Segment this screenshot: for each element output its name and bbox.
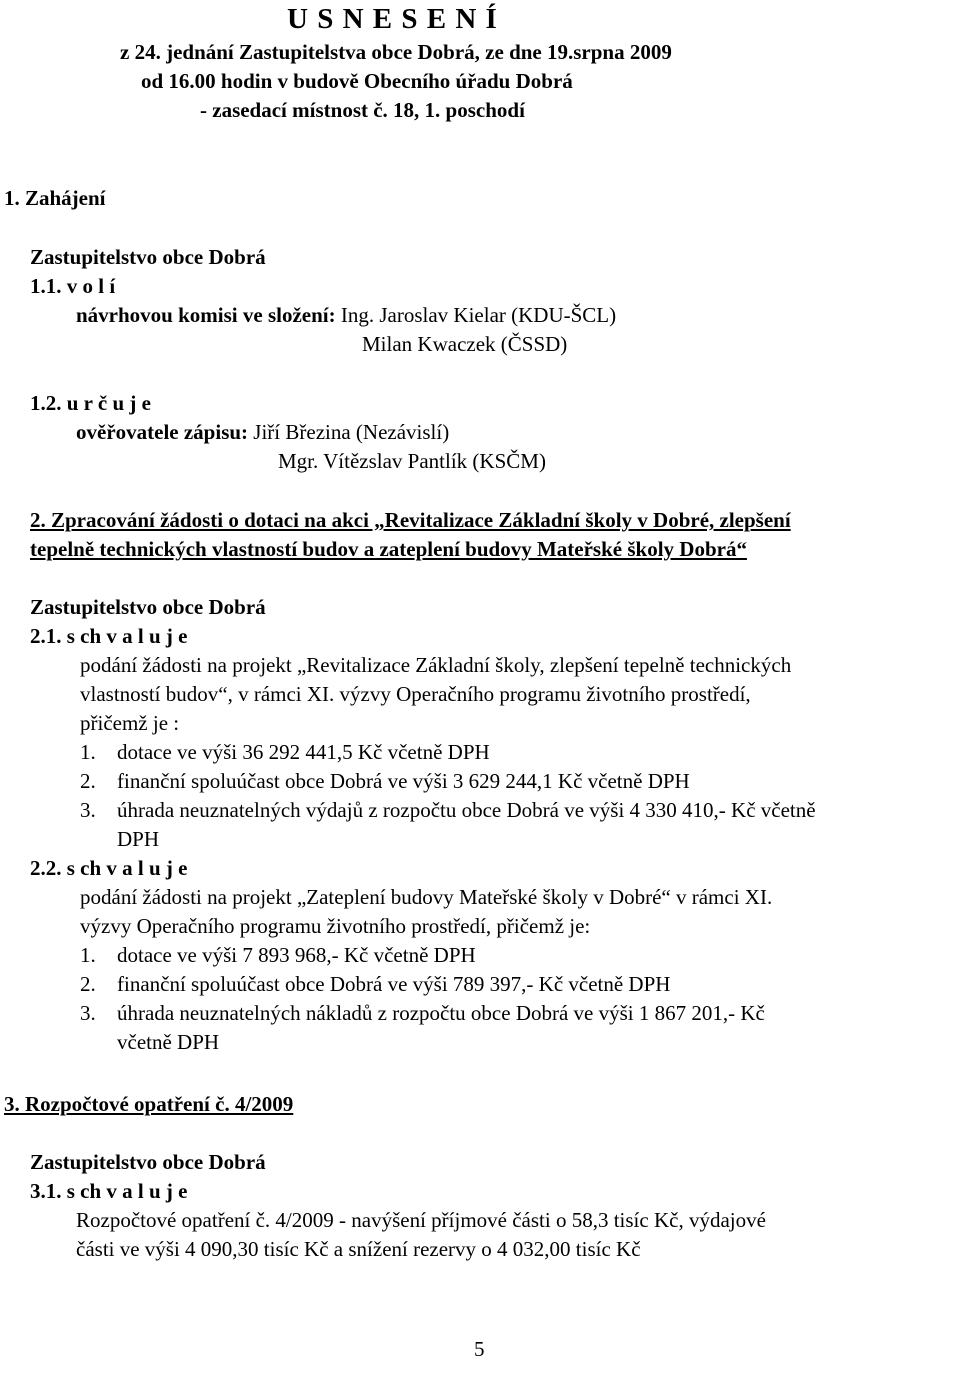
list-item-continuation: včetně DPH (117, 1030, 220, 1054)
resolution-2-1-text-line-1: podání žádosti na projekt „Revitalizace Základní školy, zlepšení tepelně technických (80, 653, 792, 677)
verifier-2: Mgr. Vítězslav Pantlík (KSČM) (278, 449, 546, 473)
section-2-heading-line-2: tepelně technických vlastností budov a zateplení budovy Mateřské školy Dobrá“ (30, 537, 747, 561)
resolution-verb: s ch v a l u j e (66, 856, 188, 880)
list-item-number: 3. (80, 798, 96, 822)
section-2-heading-line-1: 2. Zpracování žádosti o dotaci na akci „Revitalizace Základní školy v Dobré, zlepšení (30, 508, 791, 532)
resolution-number: 2.2. (30, 856, 62, 880)
resolution-2-1-text-line-3: přičemž je : (80, 711, 180, 735)
list-item-continuation: DPH (117, 827, 160, 851)
resolution-2-1-text-line-2: vlastností budov“, v rámci XI. výzvy Operačního programu životního prostředí, (80, 682, 751, 706)
list-item (80, 767, 690, 796)
section-1-heading: 1. Zahájení (4, 186, 106, 210)
resolution-3-1-text-line-1: Rozpočtové opatření č. 4/2009 - navýšení příjmové části o 58,3 tisíc Kč, výdajové (76, 1208, 766, 1232)
resolution-verb: v o l í (66, 274, 116, 298)
list-item (80, 796, 816, 825)
list-item-text: úhrada neuznatelných nákladů z rozpočtu obce Dobrá ve výši 1 867 201,- Kč (117, 1001, 765, 1025)
verifier-1: Jiří Březina (Nezávislí) (253, 420, 450, 444)
meeting-info-line-1: z 24. jednání Zastupitelstva obce Dobrá, ze dne 19.srpna 2009 (120, 40, 672, 64)
section-1-body: Zastupitelstvo obce Dobrá (30, 245, 266, 269)
resolution-2-2 (30, 854, 188, 883)
document-title: U S N E S E N Í (287, 3, 498, 35)
section-2-body: Zastupitelstvo obce Dobrá (30, 595, 266, 619)
list-item-text: dotace ve výši 7 893 968,- Kč včetně DPH (117, 943, 476, 967)
resolution-number: 1.1. (30, 274, 62, 298)
resolution-2-1 (30, 622, 188, 651)
list-item-text: dotace ve výši 36 292 441,5 Kč včetně DPH (117, 740, 490, 764)
committee-line (76, 301, 616, 330)
resolution-2-2-text-line-2: výzvy Operačního programu životního prostředí, přičemž je: (80, 914, 591, 938)
verifiers-line (76, 418, 449, 447)
resolution-number: 3.1. (30, 1179, 62, 1203)
meeting-info-line-2: od 16.00 hodin v budově Obecního úřadu Dobrá (141, 69, 573, 93)
resolution-1-2 (30, 389, 151, 418)
list-item-number: 2. (80, 972, 96, 996)
list-item-number: 1. (80, 943, 96, 967)
resolution-1-1 (30, 272, 115, 301)
resolution-verb: s ch v a l u j e (66, 1179, 188, 1203)
committee-label: návrhovou komisi ve složení: (76, 303, 336, 327)
resolution-verb: u r č u j e (66, 391, 151, 415)
committee-member-1: Ing. Jaroslav Kielar (KDU-ŠCL) (340, 303, 617, 327)
list-item (80, 941, 476, 970)
verifiers-label: ověřovatele zápisu: (76, 420, 249, 444)
resolution-2-2-text-line-1: podání žádosti na projekt „Zateplení budovy Mateřské školy v Dobré“ v rámci XI. (80, 885, 773, 909)
list-item-number: 3. (80, 1001, 96, 1025)
meeting-info-line-3: - zasedací místnost č. 18, 1. poschodí (200, 98, 525, 122)
committee-member-2: Milan Kwaczek (ČSSD) (362, 332, 568, 356)
list-item-number: 1. (80, 740, 96, 764)
list-item (80, 738, 490, 767)
resolution-number: 2.1. (30, 624, 62, 648)
section-3-heading: 3. Rozpočtové opatření č. 4/2009 (4, 1092, 294, 1116)
list-item-text: finanční spoluúčast obce Dobrá ve výši 3 629 244,1 Kč včetně DPH (117, 769, 690, 793)
section-3-body: Zastupitelstvo obce Dobrá (30, 1150, 266, 1174)
resolution-3-1 (30, 1177, 188, 1206)
list-item-text: finanční spoluúčast obce Dobrá ve výši 789 397,- Kč včetně DPH (117, 972, 671, 996)
list-item (80, 999, 765, 1028)
resolution-number: 1.2. (30, 391, 62, 415)
list-item-number: 2. (80, 769, 96, 793)
list-item (80, 970, 670, 999)
list-item-text: úhrada neuznatelných výdajů z rozpočtu obce Dobrá ve výši 4 330 410,- Kč včetně (117, 798, 816, 822)
resolution-verb: s ch v a l u j e (66, 624, 188, 648)
page-number: 5 (474, 1337, 485, 1361)
resolution-3-1-text-line-2: části ve výši 4 090,30 tisíc Kč a snížení rezervy o 4 032,00 tisíc Kč (76, 1237, 641, 1261)
